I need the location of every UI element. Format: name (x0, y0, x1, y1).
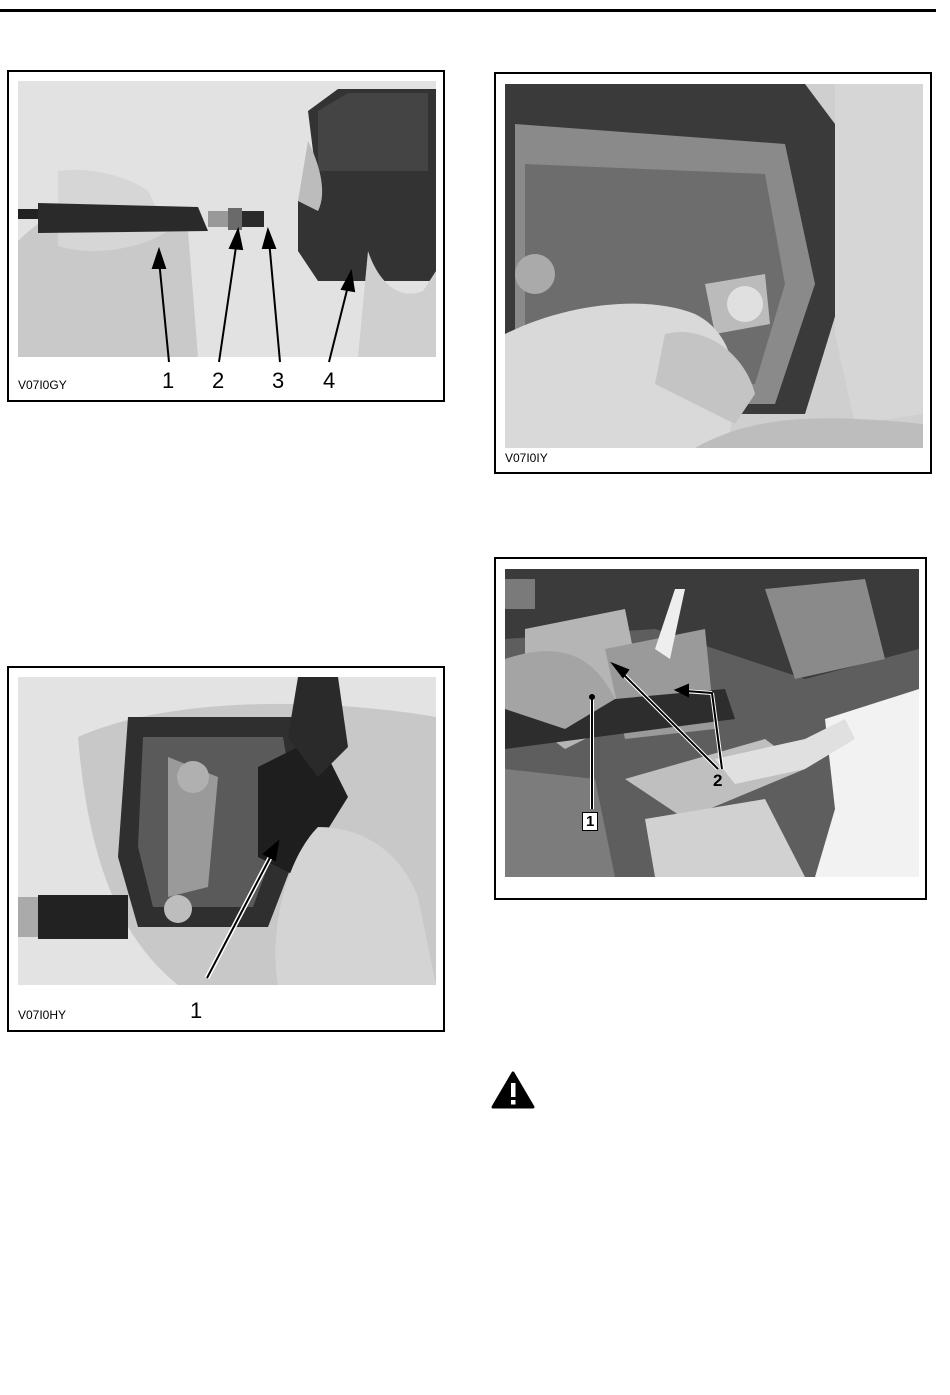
figure-ref: V07I0HY (18, 1008, 67, 1022)
figure-engine-bay (494, 557, 927, 900)
callout-4: 4 (323, 368, 336, 393)
figure-ref: V07I0IY (505, 451, 548, 465)
figure-cable-actuator (7, 70, 445, 402)
figure-ref: V07I0GY (18, 378, 67, 392)
callout-1: 1 (162, 368, 175, 393)
photo-housing-clip (505, 84, 923, 448)
header-rule (0, 9, 936, 12)
figure-housing-clip (494, 72, 932, 474)
callout-2: 2 (212, 368, 225, 393)
callout-1: 1 (582, 812, 598, 831)
figure-housing-seal (7, 666, 445, 1032)
callout-2: 2 (713, 771, 723, 790)
callout-1: 1 (190, 998, 203, 1023)
callout-3: 3 (272, 368, 285, 393)
warning-triangle-icon (491, 1071, 535, 1109)
